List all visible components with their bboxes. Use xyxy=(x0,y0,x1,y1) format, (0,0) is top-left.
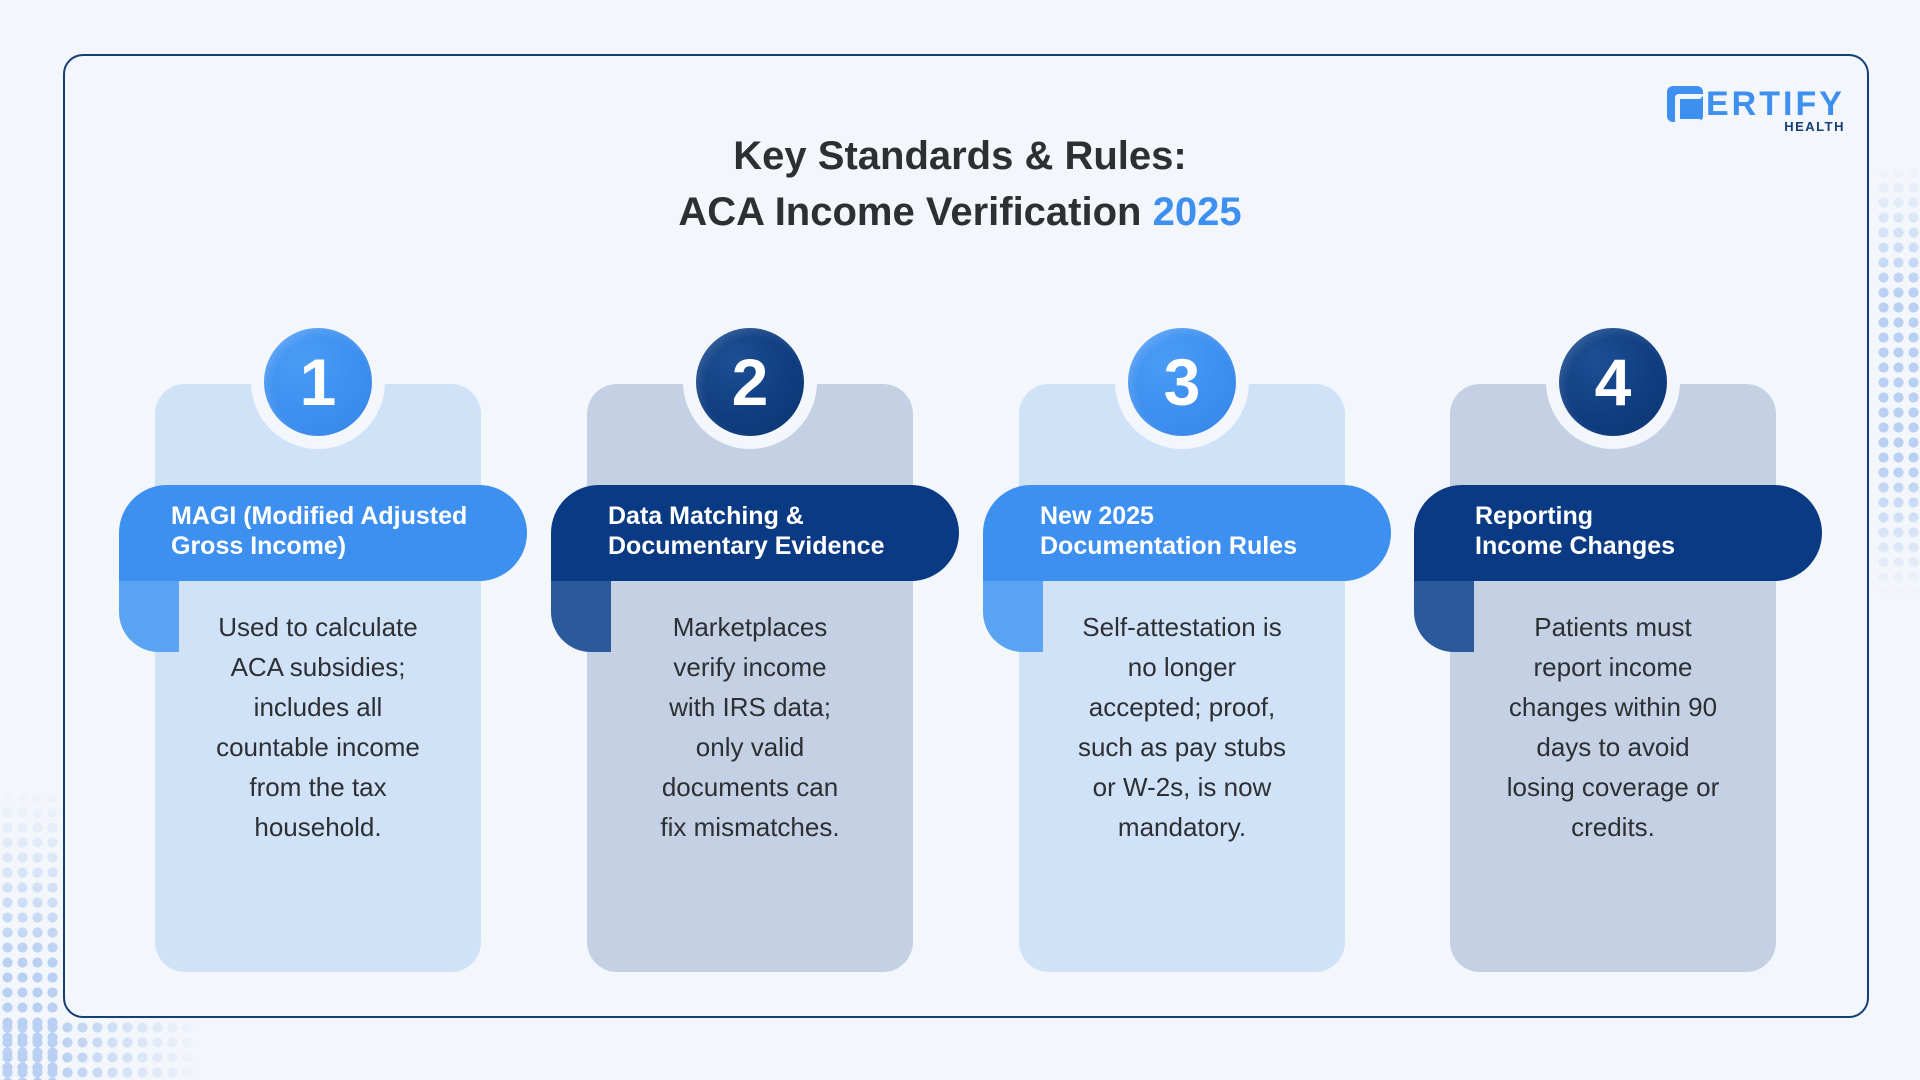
description-line: Self-attestation is xyxy=(1082,612,1282,642)
card-title-line-2: Documentation Rules xyxy=(1040,532,1297,560)
decorative-dot-pattern-left xyxy=(0,790,60,1080)
step-number-badge: 1 xyxy=(264,328,372,436)
description-line: Marketplaces xyxy=(672,612,828,642)
description-line: mandatory. xyxy=(1117,812,1247,842)
card-title-ribbon xyxy=(119,485,527,581)
card-title-ribbon xyxy=(1414,485,1822,581)
title-year-accent: 2025 xyxy=(1152,190,1242,234)
description-line: from the tax xyxy=(249,772,387,802)
step-number-badge: 2 xyxy=(696,328,804,436)
description-line: Patients must xyxy=(1534,612,1692,642)
card-description xyxy=(155,607,481,847)
description-line: fix mismatches. xyxy=(660,812,840,842)
description-line: no longer xyxy=(1127,652,1237,682)
title-line-1: Key Standards & Rules: xyxy=(733,134,1187,178)
description-line: verify income xyxy=(673,652,827,682)
card-title-line-2: Income Changes xyxy=(1475,532,1676,560)
logo-wordmark: ERTIFY xyxy=(1706,85,1845,123)
card-description xyxy=(587,607,913,847)
card-title-ribbon xyxy=(983,485,1391,581)
logo-c-icon xyxy=(1667,86,1703,122)
logo-subtitle: HEALTH xyxy=(1784,119,1845,134)
certify-health-logo xyxy=(1667,86,1857,134)
description-line: credits. xyxy=(1571,812,1655,842)
step-number-badge: 3 xyxy=(1128,328,1236,436)
card-description xyxy=(1450,607,1776,847)
description-line: such as pay stubs xyxy=(1077,732,1287,762)
card-title-line-1: Reporting xyxy=(1475,502,1594,530)
card-description xyxy=(1019,607,1345,847)
title-line-2 xyxy=(0,184,1920,240)
description-line: report income xyxy=(1533,652,1693,682)
description-line: Used to calculate xyxy=(218,612,418,642)
description-line: only valid xyxy=(695,732,805,762)
card-title-line-1: New 2025 xyxy=(1040,502,1154,530)
description-line: ACA subsidies; xyxy=(230,652,406,682)
description-line: countable income xyxy=(216,732,420,762)
description-line: or W-2s, is now xyxy=(1092,772,1272,802)
description-line: losing coverage or xyxy=(1506,772,1720,802)
description-line: includes all xyxy=(253,692,383,722)
description-line: household. xyxy=(254,812,382,842)
card-title-line-2: Gross Income) xyxy=(171,532,347,560)
title-line-2-text: ACA Income Verification xyxy=(678,190,1142,234)
description-line: accepted; proof, xyxy=(1088,692,1276,722)
card-title-line-2: Documentary Evidence xyxy=(608,532,885,560)
description-line: changes within 90 xyxy=(1508,692,1718,722)
step-number-badge: 4 xyxy=(1559,328,1667,436)
card-title-line-1: Data Matching & xyxy=(608,502,804,530)
decorative-dot-pattern-bottom xyxy=(0,1020,200,1080)
description-line: with IRS data; xyxy=(669,692,831,722)
description-line: days to avoid xyxy=(1536,732,1690,762)
card-title-ribbon xyxy=(551,485,959,581)
page-title xyxy=(0,128,1920,240)
description-line: documents can xyxy=(661,772,839,802)
card-title-line-1: MAGI (Modified Adjusted xyxy=(171,502,468,530)
